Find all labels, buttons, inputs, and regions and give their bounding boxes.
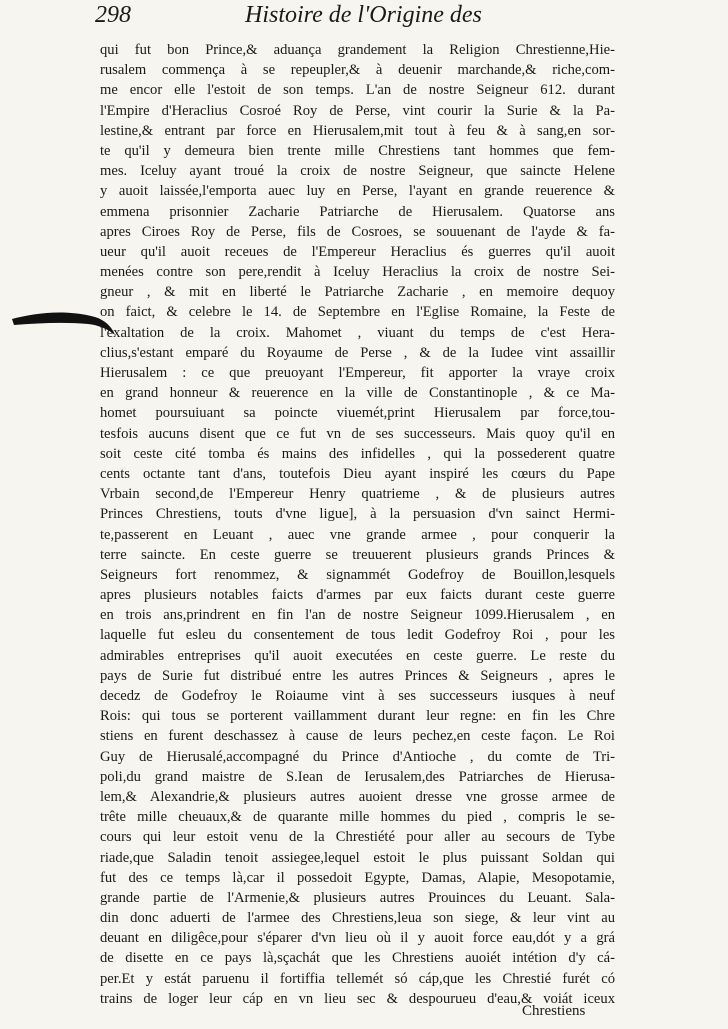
text-line: te qu'il y demeura bien trente mille Chrestiens tant hommes que fem- (100, 142, 615, 159)
text-line: on faict, & celebre le 14. de Septembre en l'Eglise Romaine, la Feste de (100, 304, 615, 321)
text-line: qui fut bon Prince,& aduança grandement la Religion Chrestienne,Hie- (100, 42, 615, 58)
text-line: cents octante tant d'ans, toutefois Dieu ayant inspiré les cœurs du Pape (100, 465, 615, 482)
text-line: tesfois aucuns disent que ce fut vn de ses successeurs. Mais quoy qu'il en (100, 425, 615, 442)
text-line: cours qui leur estoit venu de la Chrestiété pour aller au secours de Tybe (100, 829, 615, 846)
text-line: terre saincte. En ceste guerre se treuuerent plusieurs grands Princes & (100, 546, 615, 563)
text-line: te,passerent en Leuant , auec vne grande armee , pour conquerir la (100, 526, 615, 543)
text-line: riade,que Saladin tenoit assiegee,lequel estoit le plus puissant Soldan qui (100, 849, 615, 866)
text-line: me encor elle l'estoit de son temps. L'an de nostre Seigneur 612. durant (100, 82, 615, 99)
page-number: 298 (95, 2, 131, 28)
text-line: per.Et y estát paruenu il fortiffia tellemét só cáp,que les Chrestié furét có (100, 970, 615, 987)
text-line: l'Empire d'Heraclius Cosroé Roy de Perse, vint courir la Surie & la Pa- (100, 102, 615, 119)
text-line: poli,du grand maistre de S.Iean de Ierusalem,des Patriarches de Hierusa- (100, 768, 615, 785)
text-line: apres plusieurs notables faicts d'armes par eux faicts durant ceste guerre (100, 587, 615, 604)
text-line: en grand honneur & reuerence en la ville de Constantinople , & ce Ma- (100, 385, 615, 402)
text-line: trains de loger leur cáp en vn lieu sec & despourueu d'eau,& voiát iceux (100, 990, 615, 1007)
text-line: Seigneurs fort renommez, & signammét Godefroy de Bouillon,lesquels (100, 566, 615, 583)
text-line: clius,s'estant emparé du Royaume de Perse , & de la Iudee vint assaillir (100, 344, 615, 361)
text-line: Vrbain second,de l'Empereur Henry quatrieme , & de plusieurs autres (100, 486, 615, 503)
text-line: decedz de Godefroy le Roiaume vint à ses successeurs iusques à neuf (100, 688, 615, 704)
text-line: stiens en furent deschassez à cause de leurs pechez,en ceste façon. Le Roi (100, 728, 615, 745)
text-line: rusalem commença à se repeupler,& à deuenir marchande,& riche,com- (100, 62, 615, 79)
running-title: Histoire de l'Origine des (245, 2, 482, 28)
text-line: en trois ans,prindrent en fin l'an de nostre Seigneur 1099.Hierusalem , en (100, 607, 615, 624)
text-line: de disette en ce pays là,sçachát que les Chrestiens auoiét intétion d'y cá- (100, 950, 615, 967)
text-line: lem,& Alexandrie,& plusieurs autres auoient dresse vne grosse armee de (100, 788, 615, 805)
text-line: trête mille cheuaux,& de quarante mille hommes du pied , compris le se- (100, 809, 615, 826)
text-line: fut des ce temps là,car il possedoit Egypte, Damas, Alapie, Mesopotamie, (100, 869, 615, 886)
text-line: Hierusalem : ce que preuoyant l'Empereur, fit apporter la vraye croix (100, 365, 615, 381)
text-line: ueur qu'il auoit receues de l'Empereur Heraclius és guerres qu'il auoit (100, 243, 615, 260)
text-line: grande partie de l'Armenie,& plusieurs autres Prouinces du Leuant. Sala- (100, 889, 615, 906)
text-line: soit ceste cité tomba és mains des infidelles , qui la possederent quatre (100, 445, 615, 462)
text-line: l'exaltation de la croix. Mahomet , viuant du temps de c'est Hera- (100, 324, 615, 341)
text-line: deuant en diligêce,pour s'éparer d'vn lieu où il y auoit force eau,dót y a grá (100, 930, 615, 947)
text-line: Guy de Hierusalé,accompagné du Prince d'Antioche , du comte de Tri- (100, 748, 615, 765)
body-text (100, 40, 615, 1009)
text-line: laquelle fut esleu du consentement de tous ledit Godefroy Roi , pour les (100, 627, 615, 644)
text-line: admirables entreprises qu'il auoit executées en ceste guerre. Le reste du (100, 647, 615, 664)
text-line: Princes Chrestiens, touts d'vne ligue], à la persuasion d'vn sainct Hermi- (100, 506, 615, 523)
text-line: apres Ciroes Roy de Perse, fils de Cosroes, se souuenant de l'ayde & fa- (100, 223, 615, 240)
text-line: y auoit laissée,l'emporta auec luy en Perse, l'ayant en grande reuerence & (100, 183, 615, 200)
text-line: lestine,& entrant par force en Hierusalem,mit tout à feu & à sang,en sor- (100, 122, 615, 139)
text-line: homet poursuiuant sa poincte viuemét,print Hierusalem par force,tou- (100, 405, 615, 422)
text-line: mes. Iceluy ayant troué la croix de nostre Seigneur, que saincte Helene (100, 163, 615, 180)
page-header (95, 2, 655, 32)
text-line: menées contre son pere,rendit à Iceluy Heraclius la croix de nostre Sei- (100, 264, 615, 281)
text-line: pays de Surie fut distribué entre les autres Princes & Seigneurs , apres le (100, 667, 615, 684)
catchword: Chrestiens (522, 1003, 586, 1019)
text-line: gneur , & mit en liberté le Patriarche Zacharie , en memoire dequoy (100, 284, 615, 301)
text-line: emmena prisonnier Zacharie Patriarche de Hierusalem. Quatorse ans (100, 203, 615, 220)
text-line: Rois: qui tous se porterent vaillamment durant leur regne: en fin les Chre (100, 708, 615, 725)
text-line: din donc aduerti de l'armee des Chrestiens,leua son siege, & leur vint au (100, 910, 615, 927)
